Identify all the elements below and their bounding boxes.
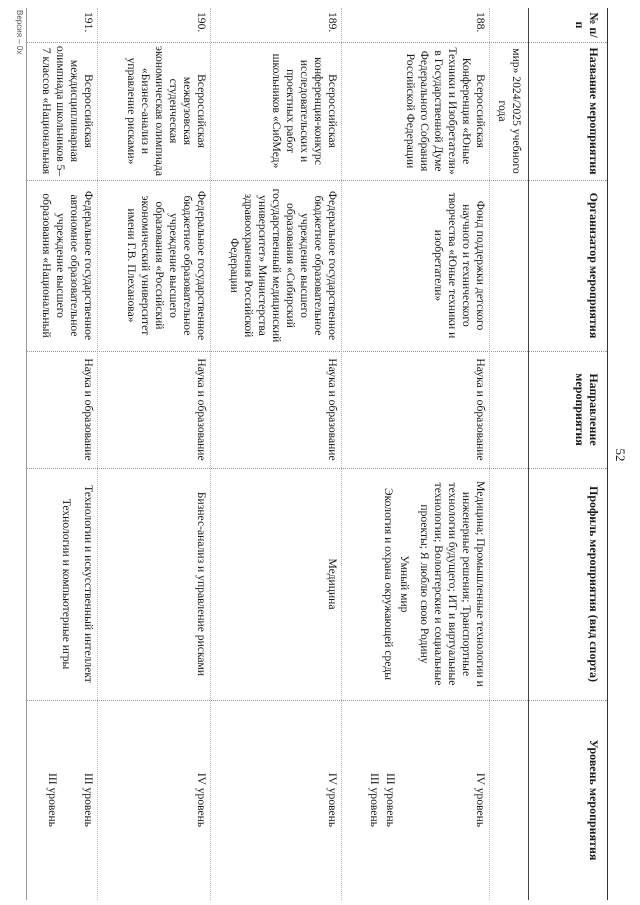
header-profile: Профиль мероприятия (вид спорта) <box>587 485 601 683</box>
row-188-organizer: Фонд поддержки детского научного и технического творчества «Юные техники и изобретатели» <box>432 192 487 339</box>
row-191-profile-2: Технологии и компьютерные игры <box>60 498 73 670</box>
row-188-profile-2: Умный мир <box>398 555 411 613</box>
row-191-direction: Наука и образование <box>82 358 95 461</box>
page-number: 52 <box>613 448 628 462</box>
row-190-organizer: Федеральное государственное бюджетное образовательное учреждение высшего образования «Российский экономический университет имени Г.В. Плеханова» <box>125 190 208 341</box>
row-190-profile: Бизнес-анализ и управление рисками <box>195 491 208 677</box>
events-table <box>26 8 608 900</box>
row-188-profile <box>381 468 487 700</box>
row-191-num: 191. <box>82 12 95 33</box>
row-191-organizer: Федеральное государственное автономное образовательное учреждение высшего образования «Национальный <box>40 190 95 341</box>
header-level: Уровень мероприятия <box>587 739 601 861</box>
row-189-profile: Медицина <box>326 558 339 610</box>
carryover-name: мир» 2024/2025 учебного года <box>496 48 523 174</box>
footer-note: Версия – 0х <box>15 10 24 55</box>
row-191-level-2: III уровень <box>46 773 59 827</box>
row-189-num: 189. <box>326 12 339 33</box>
row-188-level <box>367 700 487 900</box>
row-188-level-2: III уровень <box>384 773 397 827</box>
row-188-name: Всероссийская Конференция «Юные Техники и Изобретатели» в Государственной Думе Федерального Собрания Российской Федерации <box>404 47 487 175</box>
row-189-level: IV уровень <box>326 772 339 828</box>
header-organizer: Организатор мероприятия <box>587 192 601 339</box>
row-191-level <box>45 700 95 900</box>
row-190-name: Всероссийская межвузовская студенческая экономическая олимпиада «Бизнес-анализ и управление рисками» <box>125 46 208 176</box>
row-189-organizer: Федеральное государственное бюджетное образовательное учреждение высшего образования «Сибирский государственный медицинский университет» Министерства здравоохранения Российской Федерации <box>228 188 339 343</box>
row-191-profile-1: Технологии и искусственный интеллект <box>82 485 95 683</box>
row-188-level-1: IV уровень <box>474 772 487 828</box>
row-190-num: 190. <box>195 12 208 33</box>
row-191-level-1: III уровень <box>82 773 95 827</box>
row-189-direction: Наука и образование <box>326 358 339 461</box>
row-189-name: Всероссийская конференция-конкурс исследовательских и проектных работ школьников «СибМед» <box>270 53 339 169</box>
row-190-level: IV уровень <box>195 772 208 828</box>
row-191-name: Всероссийская междисциплинарная олимпиада школьников 5–7 классов «Национальная <box>40 45 95 177</box>
row-188-level-3: III уровень <box>368 773 381 827</box>
row-190-direction: Наука и образование <box>195 358 208 461</box>
header-name: Название мероприятия <box>587 47 601 175</box>
row-188-num: 188. <box>474 12 487 33</box>
row-188-direction: Наука и образование <box>474 358 487 461</box>
row-188-profile-3: Экология и охрана окружающей среды <box>382 487 395 681</box>
row-191-profile <box>59 468 95 700</box>
header-num: № п/п <box>573 12 601 38</box>
row-188-profile-1: Медицина; Промышленные технологии и инженерные решения; Транспортные технологии будущего; ИТ и виртуальные технологии; Волонтерские и социальные проекты; Я люблю свою Родину <box>418 481 487 687</box>
header-direction: Направление мероприятия <box>573 373 601 446</box>
